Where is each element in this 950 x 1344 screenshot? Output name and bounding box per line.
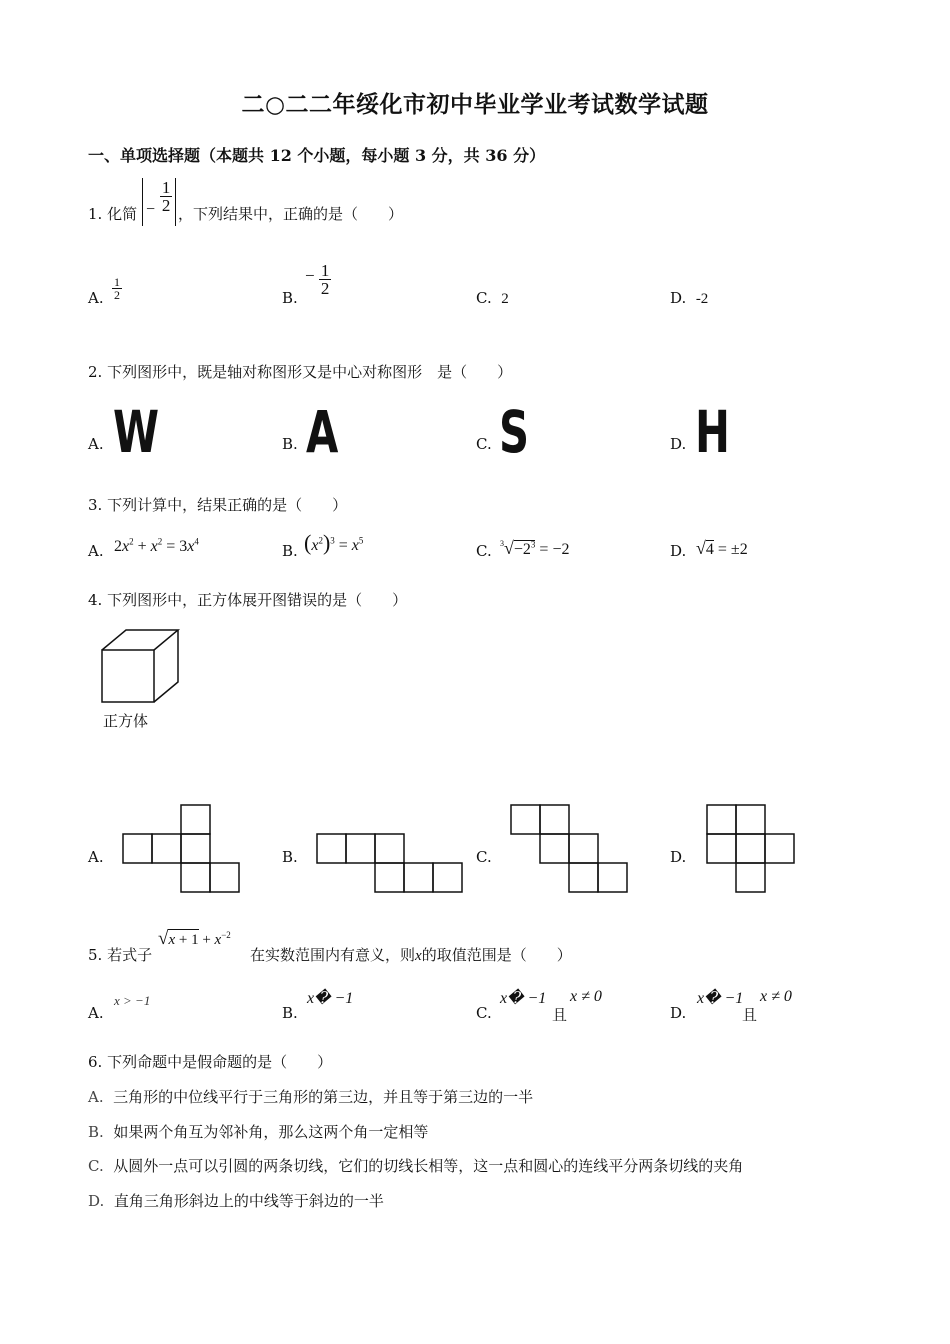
- option-a-label[interactable]: A.: [88, 289, 104, 307]
- question-text: 的取值范围是（ ）: [421, 946, 572, 964]
- letter-a-figure[interactable]: A: [306, 398, 339, 466]
- option-text: 如果两个角互为邻补角，那么这两个角一定相等: [113, 1123, 429, 1141]
- option-text: 从圆外一点可以引圆的两条切线，它们的切线长相等，这一点和圆心的连线平分两条切线的夹角: [113, 1157, 744, 1175]
- option-label: D.: [88, 1192, 105, 1210]
- question-text: 下列图形中，既是轴对称图形又是中心对称图形 是（ ）: [107, 363, 513, 381]
- option-c-label[interactable]: C.: [476, 435, 492, 453]
- question-3: [88, 494, 347, 515]
- option-d[interactable]: [88, 1190, 384, 1211]
- option-b-label[interactable]: B.: [282, 435, 298, 453]
- question-6: [88, 1051, 332, 1072]
- option-c-label[interactable]: C.: [476, 1004, 492, 1022]
- option-c-formula[interactable]: $^3√-2^3 = -2$: [500, 538, 570, 558]
- numerator: 1: [161, 178, 171, 197]
- option-a-label[interactable]: A.: [88, 435, 104, 453]
- question-number: 2.: [88, 363, 103, 381]
- question-text: 下列命题中是假命题的是（ ）: [107, 1053, 333, 1071]
- option-value: -2: [695, 291, 709, 307]
- option-a-label[interactable]: A.: [88, 542, 104, 560]
- letter-w-figure[interactable]: W: [113, 398, 160, 466]
- option-d-label[interactable]: D.: [670, 435, 687, 453]
- option-a[interactable]: [88, 1086, 533, 1107]
- option-b-label[interactable]: B.: [282, 542, 298, 560]
- q5-expression: $√x + 1 + x^{-2}$: [158, 928, 231, 949]
- numerator: 1: [114, 275, 120, 289]
- option-b[interactable]: [88, 1121, 428, 1142]
- option-d-value[interactable]: x� −1: [697, 990, 744, 1007]
- question-number: 4.: [88, 591, 103, 609]
- question-5: [88, 944, 152, 965]
- option-label: B.: [88, 1123, 104, 1141]
- option-a-formula[interactable]: $2x^2 + x^2 = 3x^4$: [114, 536, 199, 555]
- option-text: 三角形的中位线平行于三角形的第三边，并且等于第三边的一半: [113, 1088, 534, 1106]
- exam-title: 二○二二年绥化市初中毕业学业考试数学试题: [241, 91, 709, 118]
- option-a-value[interactable]: x > −1: [114, 993, 151, 1008]
- option-d-label[interactable]: D.: [670, 542, 687, 560]
- option-c[interactable]: [88, 1155, 743, 1176]
- option-c[interactable]: [476, 289, 509, 308]
- cube-caption: 正方体: [103, 712, 149, 730]
- section-heading: 一、单项选择题（本题共 12 个小题，每小题 3 分，共 36 分）: [88, 146, 546, 165]
- minus-sign: −: [146, 201, 156, 218]
- question-text: 化简: [107, 205, 138, 223]
- question-4: [88, 589, 407, 610]
- option-d-conj: 且: [742, 1006, 758, 1024]
- option-c-conj: 且: [552, 1006, 568, 1024]
- option-value: 2: [501, 291, 509, 307]
- variable-x: x: [415, 948, 422, 964]
- cube-net-b[interactable]: [316, 833, 464, 894]
- question-text: 下列图形中，正方体展开图错误的是（ ）: [107, 591, 408, 609]
- option-d-extra: x ≠ 0: [760, 988, 792, 1005]
- question-1: [88, 203, 137, 224]
- option-b-value[interactable]: [305, 262, 331, 297]
- denominator: 2: [161, 196, 171, 215]
- cube-net-c[interactable]: [510, 804, 630, 894]
- option-b-label[interactable]: B.: [282, 1004, 298, 1022]
- option-b-label[interactable]: B.: [282, 848, 298, 866]
- question-number: 5.: [88, 946, 103, 964]
- question-number: 6.: [88, 1053, 103, 1071]
- letter-h-figure[interactable]: H: [695, 398, 730, 466]
- cube-net-a[interactable]: [122, 804, 242, 894]
- option-label: C.: [88, 1157, 104, 1175]
- option-d-label[interactable]: D.: [670, 1004, 687, 1022]
- option-label: D.: [670, 289, 687, 307]
- question-text: 下列计算中，结果正确的是（ ）: [107, 496, 348, 514]
- option-c-label[interactable]: C.: [476, 542, 492, 560]
- option-label: C.: [476, 289, 492, 307]
- letter-s-figure[interactable]: S: [499, 398, 530, 466]
- cube-figure: [100, 628, 182, 704]
- option-text: 直角三角形斜边上的中线等于斜边的一半: [113, 1192, 384, 1210]
- fraction: [160, 179, 173, 214]
- option-c-label[interactable]: C.: [476, 848, 492, 866]
- option-d[interactable]: [670, 289, 708, 308]
- question-text: 若式子: [107, 946, 153, 964]
- option-d-label[interactable]: D.: [670, 848, 687, 866]
- numerator: 1: [320, 261, 330, 280]
- option-b-formula[interactable]: $(x^2)^3 = x^5$: [304, 530, 364, 555]
- question-2: [88, 361, 512, 382]
- option-a-label[interactable]: A.: [88, 848, 104, 866]
- option-a-value[interactable]: [112, 276, 122, 301]
- minus-sign: −: [305, 266, 315, 286]
- option-label: A.: [88, 1088, 104, 1106]
- denominator: 2: [114, 288, 120, 302]
- option-c-value[interactable]: x� −1: [500, 990, 547, 1007]
- question-number: 1.: [88, 205, 103, 223]
- question-text-tail: ，下列结果中，正确的是（ ）: [178, 205, 404, 223]
- cube-net-d[interactable]: [706, 804, 797, 894]
- abs-value-expression: [142, 178, 176, 226]
- question-text-tail: [250, 944, 572, 965]
- option-c-extra: x ≠ 0: [570, 988, 602, 1005]
- option-b-label[interactable]: B.: [282, 289, 298, 307]
- denominator: 2: [320, 279, 330, 298]
- option-d-formula[interactable]: √4 = ±2: [696, 538, 748, 558]
- option-b-value[interactable]: x� −1: [307, 990, 354, 1007]
- option-a-label[interactable]: A.: [88, 1004, 104, 1022]
- question-number: 3.: [88, 496, 103, 514]
- question-text: 在实数范围内有意义，则: [250, 946, 416, 964]
